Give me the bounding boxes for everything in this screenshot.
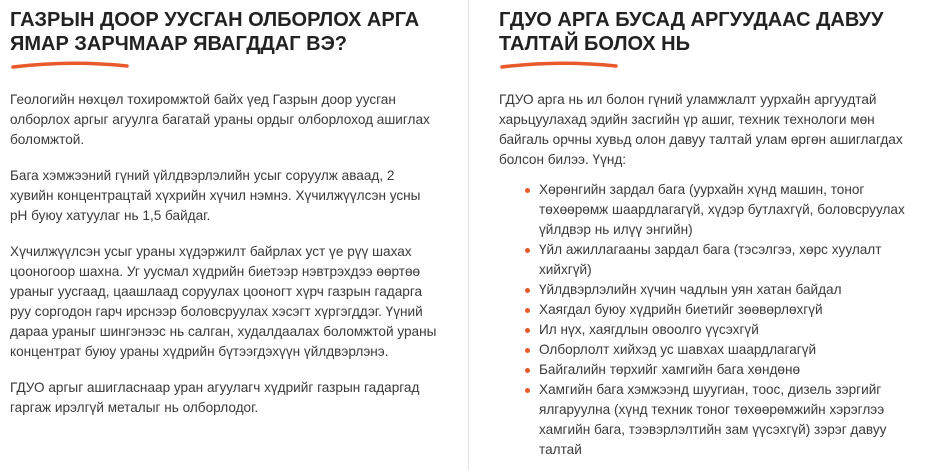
- left-paragraph: Геологийн нөхцөл тохиромжтой байх үед Газрын доор уусган олборлох аргыг агуулга багатай ураны ордыг олборлоход ашиглах боломжтой.: [10, 92, 430, 147]
- benefit-text: Олборлолт хийхэд ус шавхах шаардлагагүй: [539, 342, 817, 357]
- left-paragraph: Хүчилжүүлсэн усыг ураны хүдэржилт байрлах уст үе рүү шахах цооногоор шахна. Уг уусмал хүдрийн биетээр нэвтрэхдээ өөртөө ураныг уусгаад, цаашлаад соруулах цооногт хүрч газрын гадарга руу соргодон гарч ирснээр боловсруулах хэсэгт хүргэгддэг. Үүний дараа ураныг шингэнээс нь салган, худалдаалах боломжтой ураны концентрат буюу ураны хүдрийн бүтээгдэхүүн үйлдвэрлэнэ.: [10, 244, 437, 359]
- column-divider: [468, 0, 469, 470]
- left-title-underline: [10, 60, 130, 70]
- benefit-item: [525, 180, 924, 240]
- benefit-item: [525, 300, 924, 320]
- benefit-item: [525, 320, 924, 340]
- bullet-icon: [525, 288, 530, 293]
- benefit-text: Байгалийн төрхийг хамгийн бага хөндөнө: [539, 362, 801, 377]
- benefit-text: Хаягдал буюу хүдрийн биетийг зөөвөрлөхгүй: [539, 302, 823, 317]
- benefit-item: [525, 280, 924, 300]
- benefit-text: Хамгийн бага хэмжээнд шуугиан, тоос, дизель зэргийг ялгаруулна (хүнд техник тоног төхөөрөмжийн хэрэглээ хамгийн бага, тээвэрлэлтийн зам үүсэхгүй) зэрэг давуу талтай: [539, 382, 887, 457]
- right-column: [499, 0, 924, 460]
- right-intro: ГДУО арга нь ил болон гүний уламжлалт уурхайн аргуудтай харьцуулахад эдийн засгийн үр ашиг, техник технологи мөн байгаль орчны хувьд олон давуу талтай улам өргөн ашиглагдах болсон билээ. Үүнд:: [499, 92, 903, 167]
- benefits-list: [499, 180, 924, 460]
- benefit-item: [525, 380, 924, 460]
- benefit-item: [525, 340, 924, 360]
- bullet-icon: [525, 368, 530, 373]
- bullet-icon: [525, 328, 530, 333]
- benefit-item: [525, 240, 924, 280]
- left-column: [10, 0, 440, 434]
- left-paragraph: Бага хэмжээний гүний үйлдвэрлэлийн усыг соруулж аваад, 2 хувийн концентрацтай хүхрийн хүчил нэмнэ. Хүчилжүүлсэн усны pH буюу хатуулаг нь 1,5 байдаг.: [10, 168, 421, 223]
- benefit-text: Ил нүх, хаягдлын овоолго үүсэхгүй: [539, 322, 759, 337]
- right-section-title: ГДУО АРГА БУСАД АРГУУДААС ДАВУУ ТАЛТАЙ БОЛОХ НЬ: [499, 9, 884, 55]
- bullet-icon: [525, 248, 530, 253]
- bullet-icon: [525, 188, 530, 193]
- bullet-icon: [525, 348, 530, 353]
- left-paragraph: ГДУО аргыг ашигласнаар уран агуулагч хүдрийг газрын гадаргад гаргаж ирэлгүй металыг нь олборлодог.: [10, 380, 420, 415]
- bullet-icon: [525, 388, 530, 393]
- right-title-underline: [499, 60, 619, 70]
- benefit-text: Хөрөнгийн зардал бага (уурхайн хүнд машин, тоног төхөөрөмж шаардлагагүй, хүдэр бутлахгүй, боловсруулах үйлдвэр нь илүү энгийн): [539, 182, 905, 237]
- benefit-text: Үйлдвэрлэлийн хүчин чадлын уян хатан байдал: [539, 282, 842, 297]
- benefit-item: [525, 360, 924, 380]
- benefit-text: Үйл ажиллагааны зардал бага (тэсэлгээ, хөрс хуулалт хийхгүй): [539, 242, 882, 277]
- left-section-title: ГАЗРЫН ДООР УУСГАН ОЛБОРЛОХ АРГА ЯМАР ЗАРЧМААР ЯВАГДДАГ ВЭ?: [10, 9, 420, 55]
- bullet-icon: [525, 308, 530, 313]
